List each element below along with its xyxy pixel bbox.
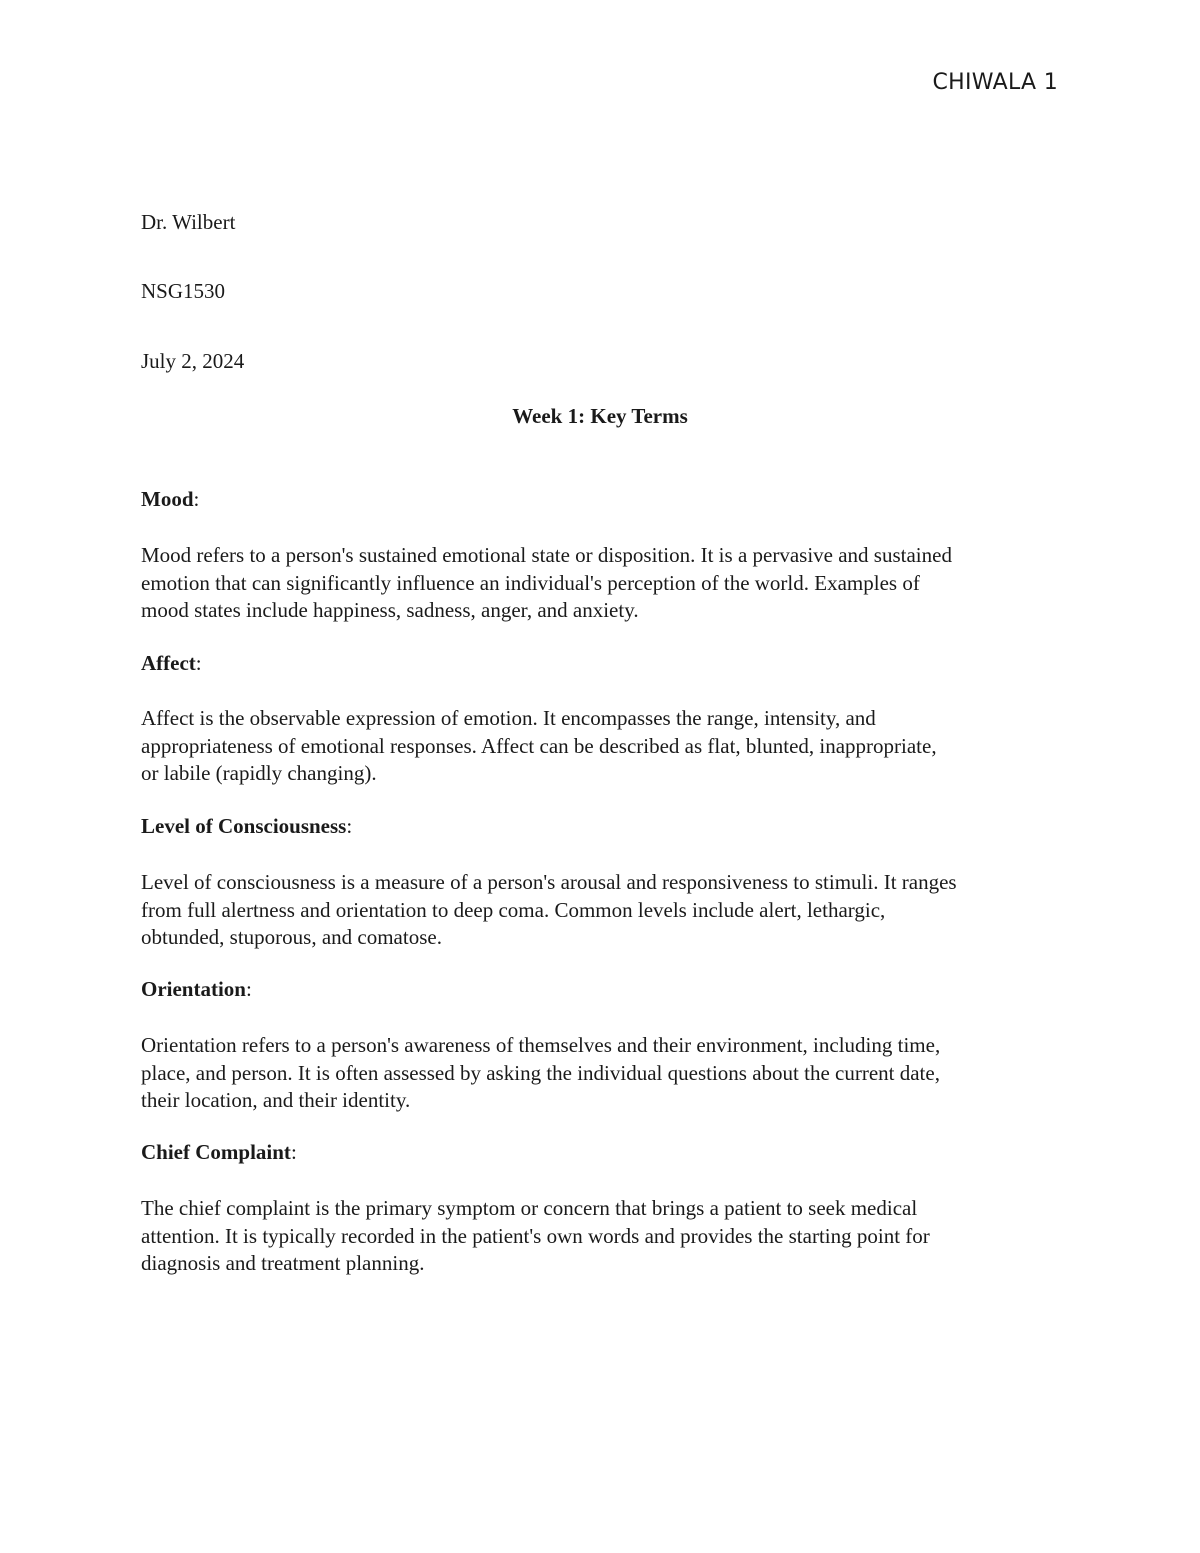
- definition-line: Level of consciousness is a measure of a person's arousal and responsiveness to stimuli. It ranges: [141, 870, 957, 894]
- term-heading-affect: [141, 651, 202, 676]
- term-label: Level of Consciousness: [141, 814, 347, 838]
- definition-line: The chief complaint is the primary symptom or concern that brings a patient to seek medical: [141, 1196, 918, 1220]
- definition-line: appropriateness of emotional responses. Affect can be described as flat, blunted, inappropriate,: [141, 733, 937, 758]
- term-definition-orientation: [141, 1032, 1061, 1115]
- document-date: July 2, 2024: [141, 348, 245, 373]
- definition-line: Affect is the observable expression of emotion. It encompasses the range, intensity, and: [141, 706, 876, 730]
- term-colon: :: [290, 1140, 297, 1164]
- term-heading-orientation: [141, 977, 252, 1002]
- term-label: Orientation: [141, 977, 246, 1001]
- term-colon: :: [246, 977, 252, 1001]
- term-definition-chief-complaint: [141, 1195, 1061, 1278]
- definition-line: Mood refers to a person's sustained emotional state or disposition. It is a pervasive and sustained: [141, 543, 952, 567]
- definition-line: from full alertness and orientation to deep coma. Common levels include alert, lethargic,: [141, 897, 886, 922]
- term-colon: :: [195, 651, 202, 675]
- heading-block: [141, 209, 244, 417]
- definition-line: attention. It is typically recorded in the patient's own words and provides the starting point for: [141, 1223, 930, 1248]
- definition-line: emotion that can significantly influence an individual's perception of the world. Examples of: [141, 570, 920, 595]
- term-colon: :: [193, 487, 200, 511]
- term-label: Mood: [141, 487, 194, 511]
- definition-line: mood states include happiness, sadness, anger, and anxiety.: [141, 598, 639, 622]
- running-head: CHIWALA 1: [932, 70, 1058, 95]
- term-colon: :: [346, 814, 353, 838]
- term-label: Chief Complaint: [141, 1140, 291, 1164]
- term-heading-level-of-consciousness: [141, 814, 352, 839]
- term-heading-mood: [141, 487, 199, 512]
- definition-line: obtunded, stuporous, and comatose.: [141, 925, 442, 949]
- definition-line: Orientation refers to a person's awareness of themselves and their environment, including time,: [141, 1033, 941, 1057]
- term-definition-level-of-consciousness: [141, 869, 1061, 952]
- course-code: NSG1530: [141, 279, 226, 304]
- document-title: Week 1: Key Terms: [512, 404, 688, 428]
- definition-line: or labile (rapidly changing).: [141, 761, 377, 785]
- definition-line: place, and person. It is often assessed by asking the individual questions about the current date,: [141, 1060, 940, 1085]
- term-heading-chief-complaint: [141, 1140, 297, 1165]
- definition-line: their location, and their identity.: [141, 1088, 411, 1112]
- term-label: Affect: [141, 651, 196, 675]
- term-definition-mood: [141, 542, 1061, 625]
- instructor-name: Dr. Wilbert: [141, 210, 236, 234]
- term-definition-affect: [141, 705, 1061, 788]
- definition-line: diagnosis and treatment planning.: [141, 1251, 425, 1275]
